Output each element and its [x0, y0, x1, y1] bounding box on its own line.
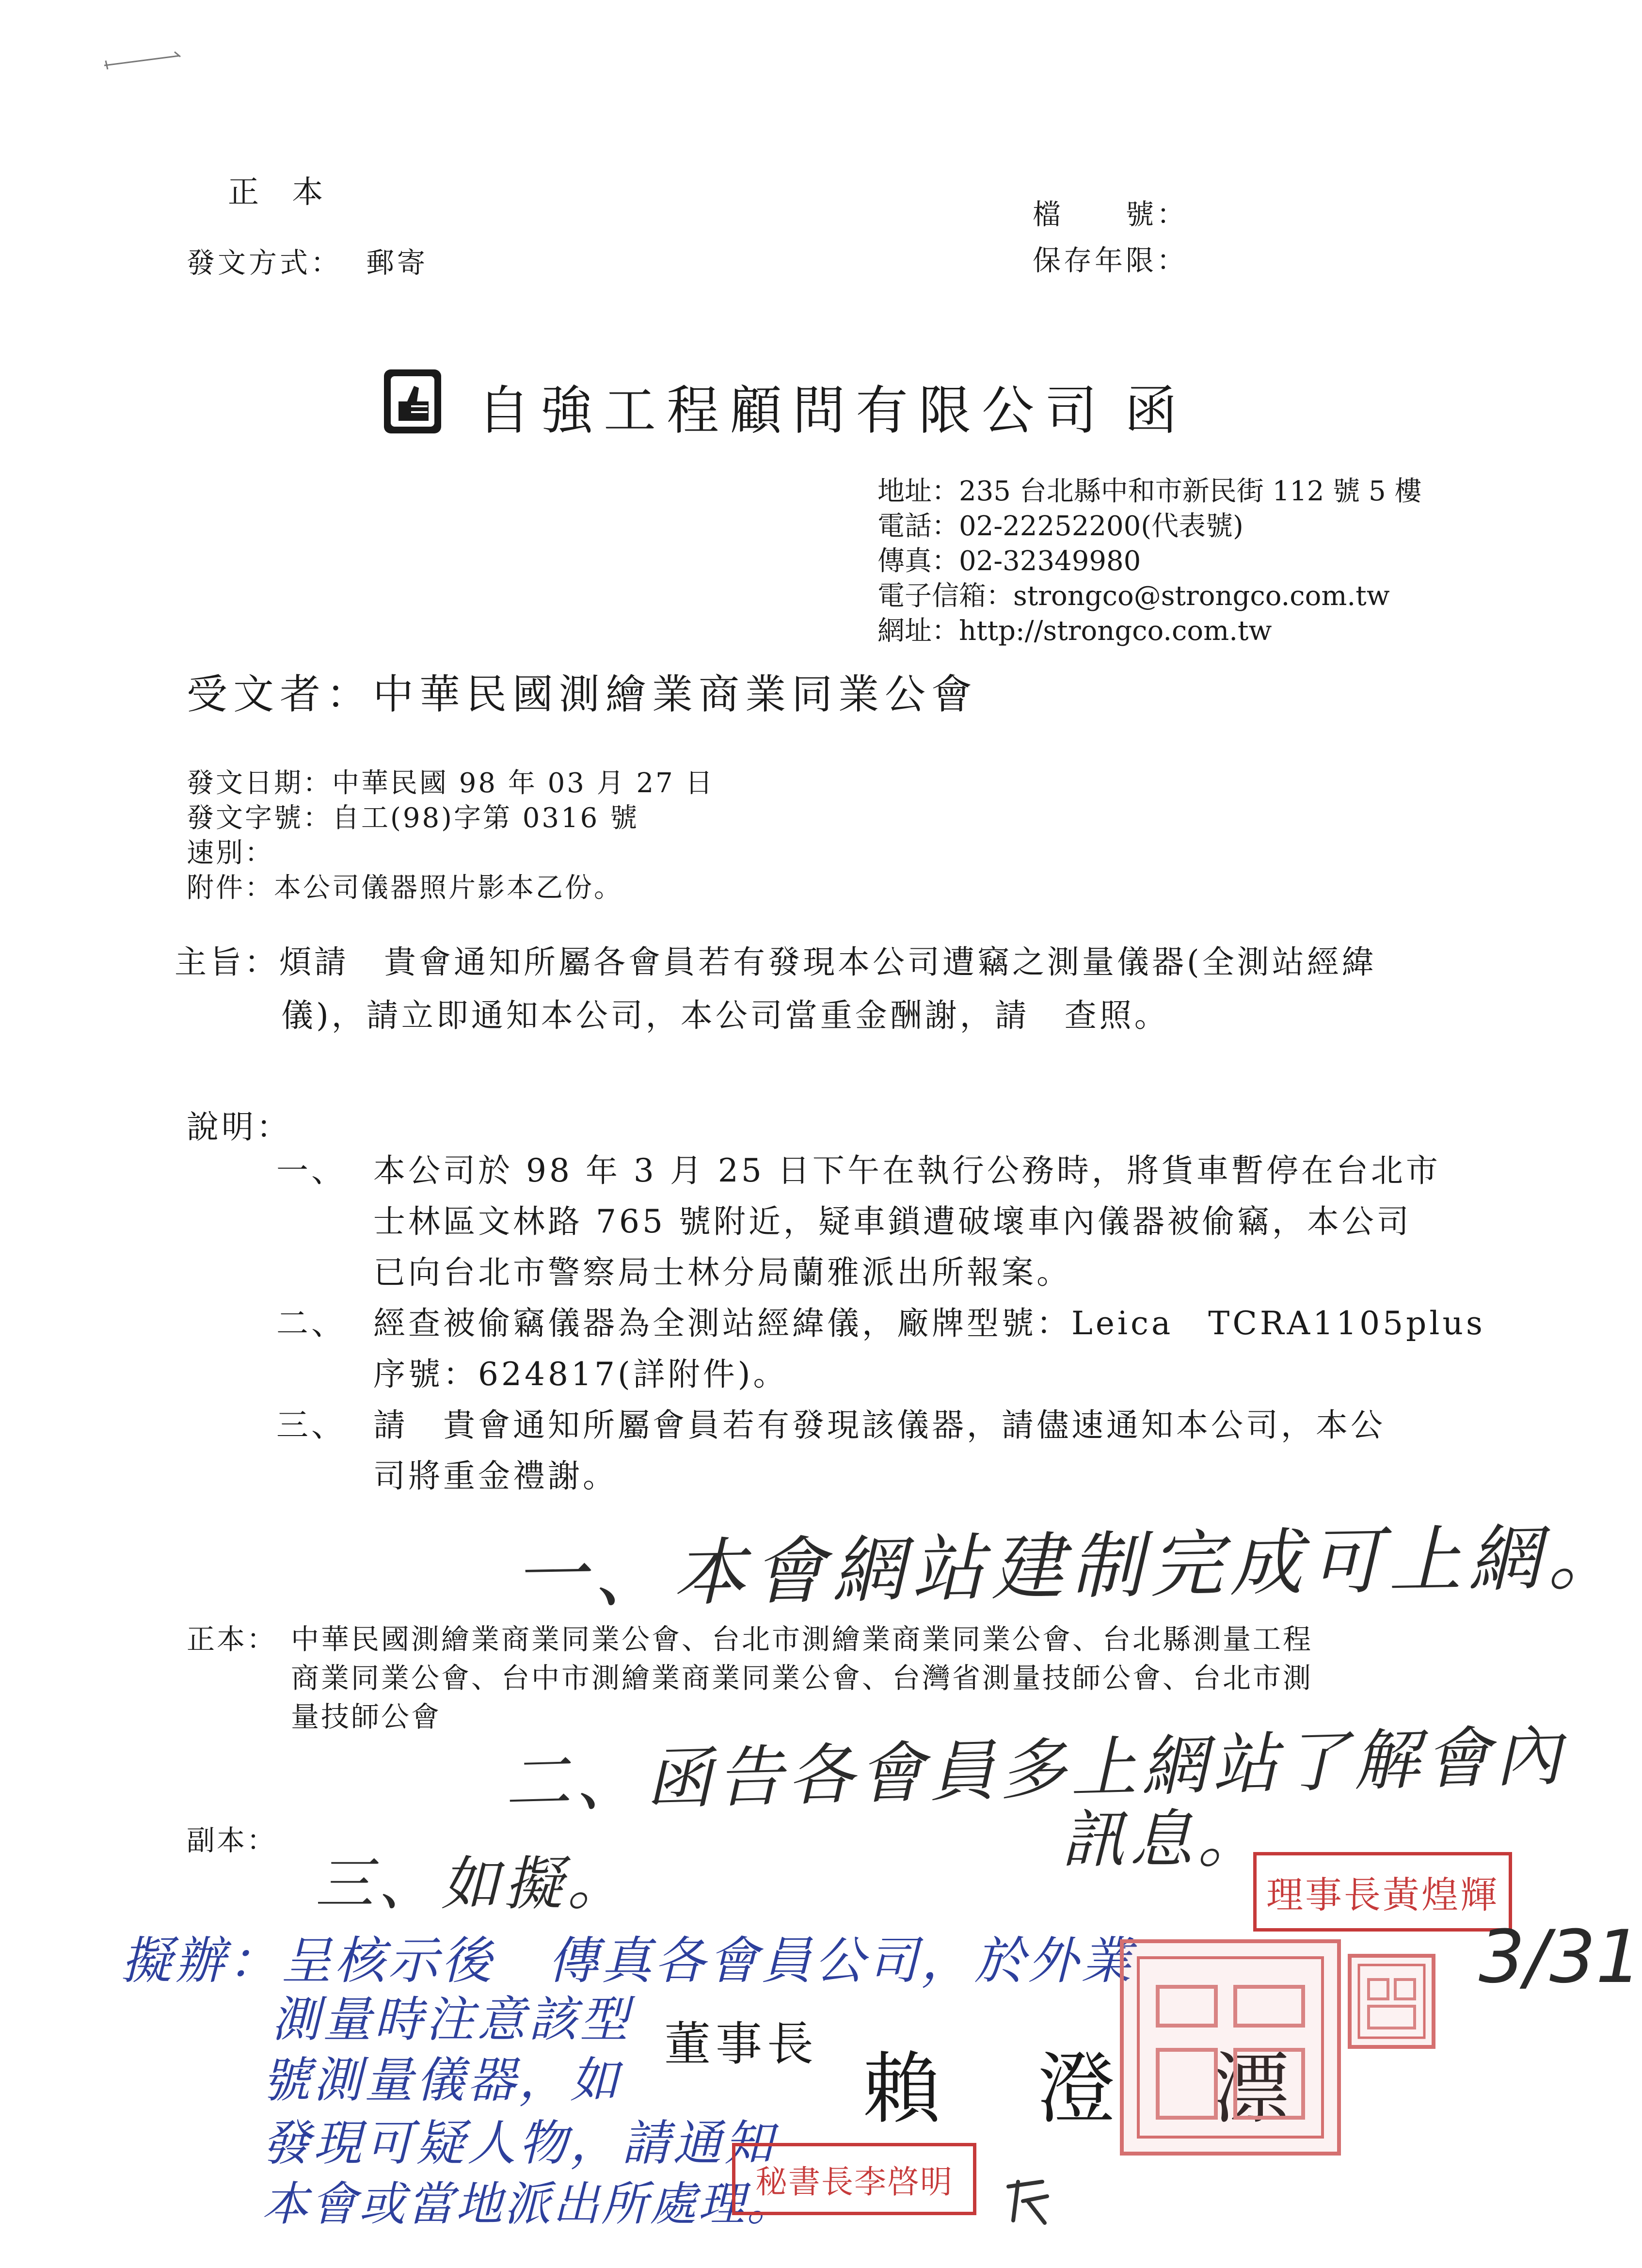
secretary-stamp: 秘書長李啓明 [732, 2143, 976, 2215]
explanation-item-3-num: 三、 [276, 1406, 346, 1444]
proposal-line-4: 發現可疑人物，請通知 [262, 2115, 776, 2172]
proposal-line-5: 本會或當地派出所處理。 [262, 2177, 795, 2231]
signature-name: 賴 澄 漂 [863, 2044, 1300, 2134]
handwritten-date: 3/31 [1479, 1915, 1642, 1999]
recipient: 受文者：中華民國測繪業商業同業公會 [187, 671, 978, 718]
explanation-item-3-line-2: 司將重金禮謝。 [373, 1457, 618, 1495]
retention-label: 保存年限： [1033, 244, 1188, 277]
archive-no-label: 檔 號： [1033, 198, 1188, 231]
speed-class: 速別： [187, 837, 274, 869]
proposal-line-3: 號測量儀器，如 [262, 2052, 622, 2108]
send-method-label: 發文方式： [187, 246, 342, 279]
explanation-item-1-line-3: 已向台北市警察局士林分局蘭雅派出所報案。 [373, 1254, 1071, 1291]
distribution-main-line-2: 商業同業公會、台中市測繪業商業同業公會、台灣省測量技師公會、台北市測 [291, 1661, 1313, 1694]
explanation-item-1-line-1: 本公司於 98 年 3 月 25 日下午在執行公務時，將貨車暫停在台北市 [373, 1152, 1441, 1189]
company-logo [382, 367, 443, 435]
distribution-main-label: 正本： [187, 1623, 277, 1656]
proposal-line-1: 擬辦：呈核示後 傳真各會員公司，於外業 [121, 1931, 1135, 1990]
distribution-copy-label: 副本： [187, 1824, 277, 1857]
company-name: 自強工程顧問有限公司 [478, 381, 1108, 441]
send-method-value: 郵寄 [366, 246, 429, 279]
personal-seal [1348, 1954, 1435, 2049]
subject-line-2: 儀)，請立即通知本公司，本公司當重金酬謝，請 查照。 [281, 997, 1169, 1034]
copy-type: 正 本 [228, 175, 335, 210]
contact-website: 網址：http://strongco.com.tw [877, 615, 1272, 647]
seal-pattern-icon [1124, 1943, 1337, 2152]
explanation-item-2-line-2: 序號：624817(詳附件)。 [373, 1356, 788, 1393]
company-seal [1120, 1939, 1341, 2156]
proposal-line-2: 測量時注意該型 [271, 1991, 631, 2048]
issue-date: 發文日期：中華民國 98 年 03 月 27 日 [187, 767, 715, 799]
handwritten-initials [999, 2172, 1057, 2230]
explanation-item-1-line-2: 士林區文林路 765 號附近，疑車鎖遭破壞車內儀器被偷竊，本公司 [373, 1203, 1412, 1240]
seal-pattern-icon [1352, 1958, 1432, 2045]
attachment: 附件：本公司儀器照片影本乙份。 [187, 872, 623, 904]
explanation-label: 說明： [187, 1108, 291, 1146]
contact-address: 地址：235 台北縣中和市新民街 112 號 5 樓 [877, 476, 1422, 507]
explanation-item-2-line-1: 經查被偷竊儀器為全測站經緯儀，廠牌型號：Leica TCRA1105plus [373, 1305, 1485, 1342]
explanation-item-2-num: 二、 [276, 1305, 346, 1342]
contact-email: 電子信箱：strongco@strongco.com.tw [877, 580, 1390, 612]
chairman-stamp: 理事長黃煌輝 [1253, 1852, 1512, 1932]
thumbs-up-logo-icon [382, 367, 443, 435]
corner-mark [102, 46, 184, 75]
distribution-main-line-1: 中華民國測繪業商業同業公會、台北市測繪業商業同業公會、台北縣測量工程 [291, 1623, 1313, 1656]
handwritten-note-1: 一、本會網站建制完成可上網。 [513, 1515, 1628, 1619]
handwritten-note-3: 三、如擬。 [315, 1851, 630, 1918]
distribution-main-line-3: 量技師公會 [291, 1700, 442, 1733]
explanation-item-3-line-1: 請 貴會通知所屬會員若有發現該儀器，請儘速通知本公司，本公 [373, 1406, 1386, 1444]
handwritten-note-2b: 訊息。 [1062, 1803, 1266, 1876]
contact-phone: 電話：02-22252200(代表號) [877, 511, 1243, 542]
subject-line-1: 主旨：煩請 貴會通知所屬各會員若有發現本公司遭竊之測量儀器(全測站經緯 [175, 943, 1377, 981]
explanation-item-1-num: 一、 [276, 1152, 346, 1189]
contact-fax: 傳真：02-32349980 [877, 545, 1141, 577]
ref-number: 發文字號：自工(98)字第 0316 號 [187, 802, 639, 834]
handwritten-note-2: 二、函告各會員多上網站了解會內 [503, 1718, 1567, 1822]
doc-type: 函 [1125, 381, 1178, 441]
signature-title: 董事長 [664, 2017, 818, 2071]
